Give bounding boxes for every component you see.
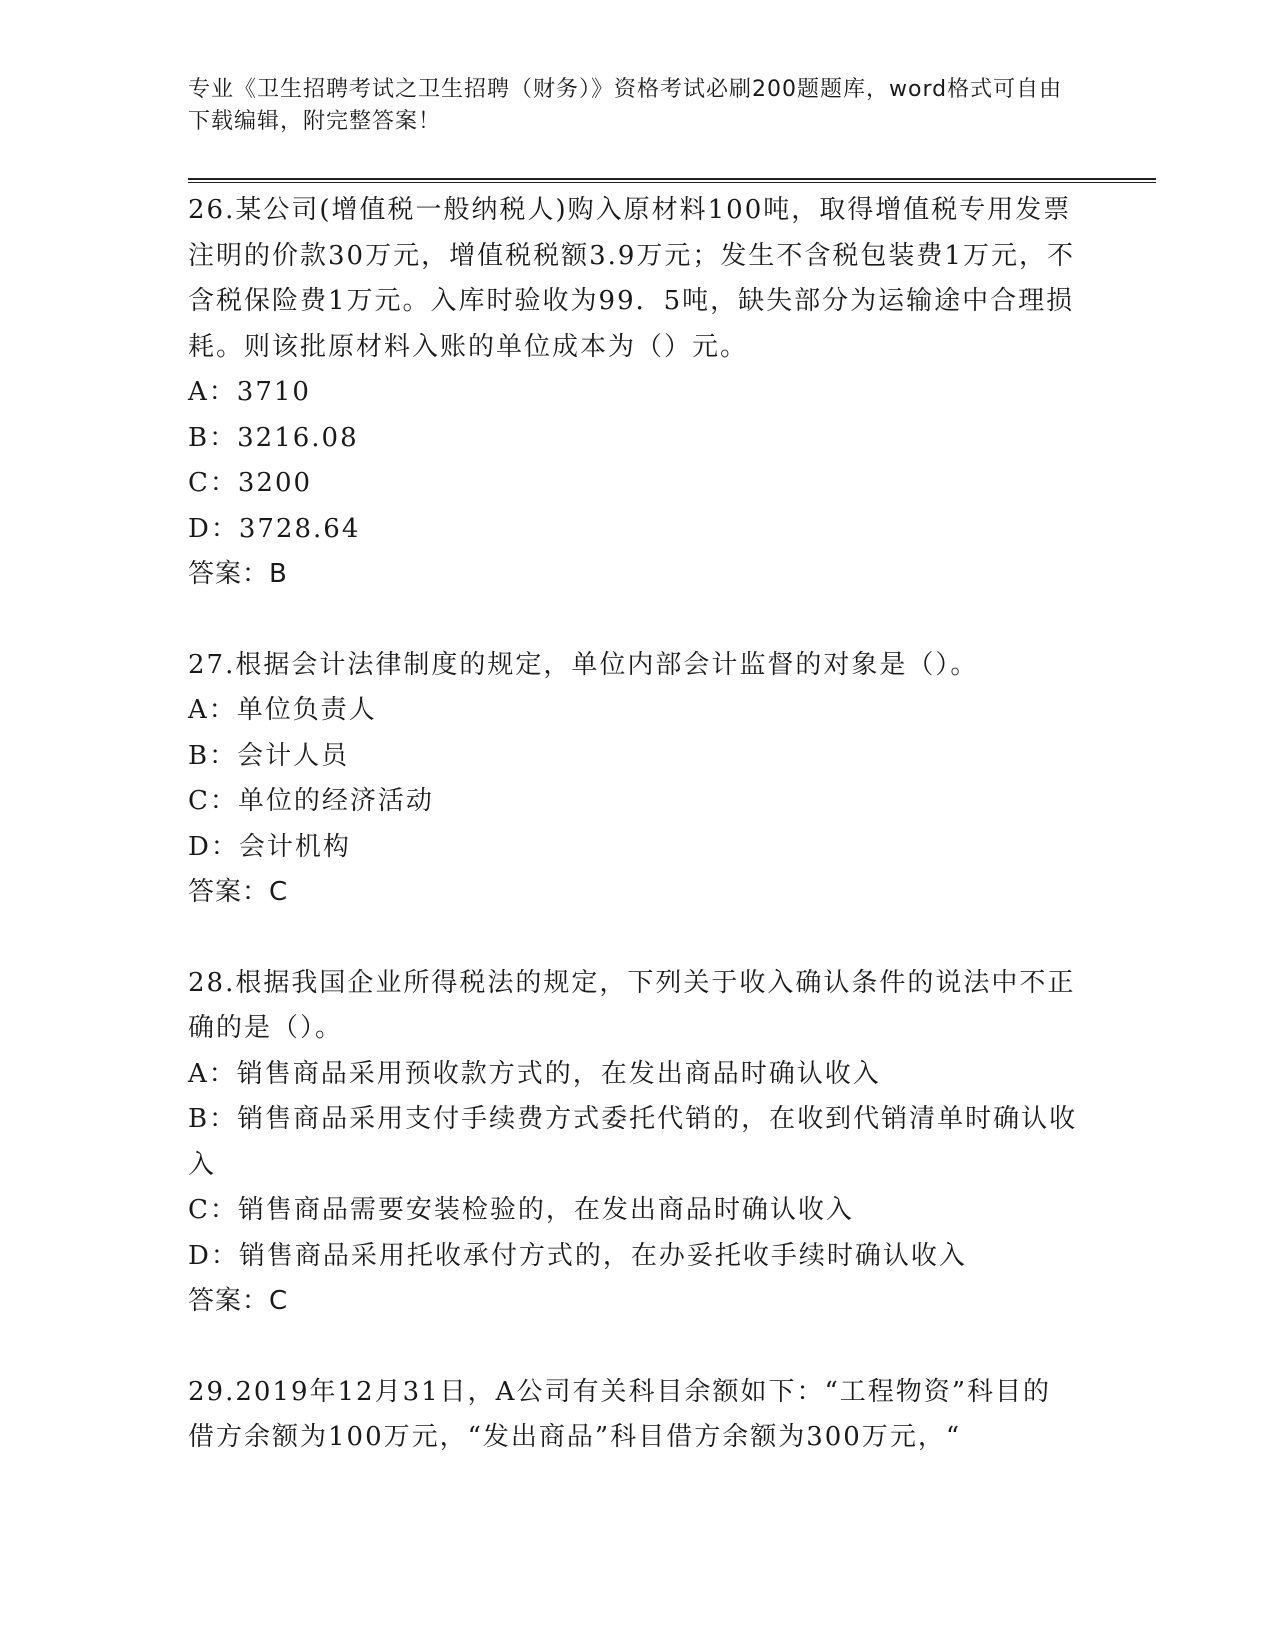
option-c: C：3200 xyxy=(188,468,313,498)
question-stem: 29.2019年12月31日，A公司有关科目余额如下：“工程物资”科目的借方余额为100万元，“发出商品”科目借方余额为300万元，“ xyxy=(188,1376,1052,1452)
option-d: D：会计机构 xyxy=(188,831,351,862)
option-a: A：单位负责人 xyxy=(188,695,377,725)
option-c: C：单位的经济活动 xyxy=(188,786,434,816)
option-d: D：销售商品采用托收承付方式的，在办妥托收手续时确认收入 xyxy=(188,1240,967,1271)
page-header: 专业《卫生招聘考试之卫生招聘（财务）》资格考试必刷200题题库，word格式可自由下载编辑，附完整答案！ xyxy=(188,77,1063,134)
header-divider xyxy=(188,178,1156,183)
option-b: B：会计人员 xyxy=(188,740,350,771)
question-28 xyxy=(188,961,1078,1325)
option-a: A：销售商品采用预收款方式的，在发出商品时确认收入 xyxy=(188,1058,881,1089)
option-c: C：销售商品需要安装检验的，在发出商品时确认收入 xyxy=(188,1195,854,1225)
question-26 xyxy=(188,188,1078,598)
option-b: B：销售商品采用支付手续费方式委托代销的，在收到代销清单时确认收入 xyxy=(188,1104,1078,1180)
question-stem: 28.根据我国企业所得税法的规定，下列关于收入确认条件的说法中不正确的是（）。 xyxy=(188,967,1076,1043)
answer-line: 答案：B xyxy=(188,559,288,589)
option-a: A：3710 xyxy=(188,377,311,407)
question-stem: 26.某公司(增值税一般纳税人)购入原材料100吨，取得增值税专用发票注明的价款30万元，增值税税额3.9万元；发生不含税包装费1万元，不含税保险费1万元。入库时验收为99．5吨，缺失部分为运输途中合理损耗。则该批原材料入账的单位成本为（）元。 xyxy=(188,195,1075,362)
answer-line: 答案：C xyxy=(188,877,289,907)
question-list xyxy=(188,188,1078,1461)
question-29 xyxy=(188,1370,1078,1461)
question-27 xyxy=(188,643,1078,916)
option-b: B：3216.08 xyxy=(188,422,359,453)
answer-line: 答案：C xyxy=(188,1286,289,1316)
option-d: D：3728.64 xyxy=(188,513,361,544)
question-stem: 27.根据会计法律制度的规定，单位内部会计监督的对象是（）。 xyxy=(188,649,979,680)
